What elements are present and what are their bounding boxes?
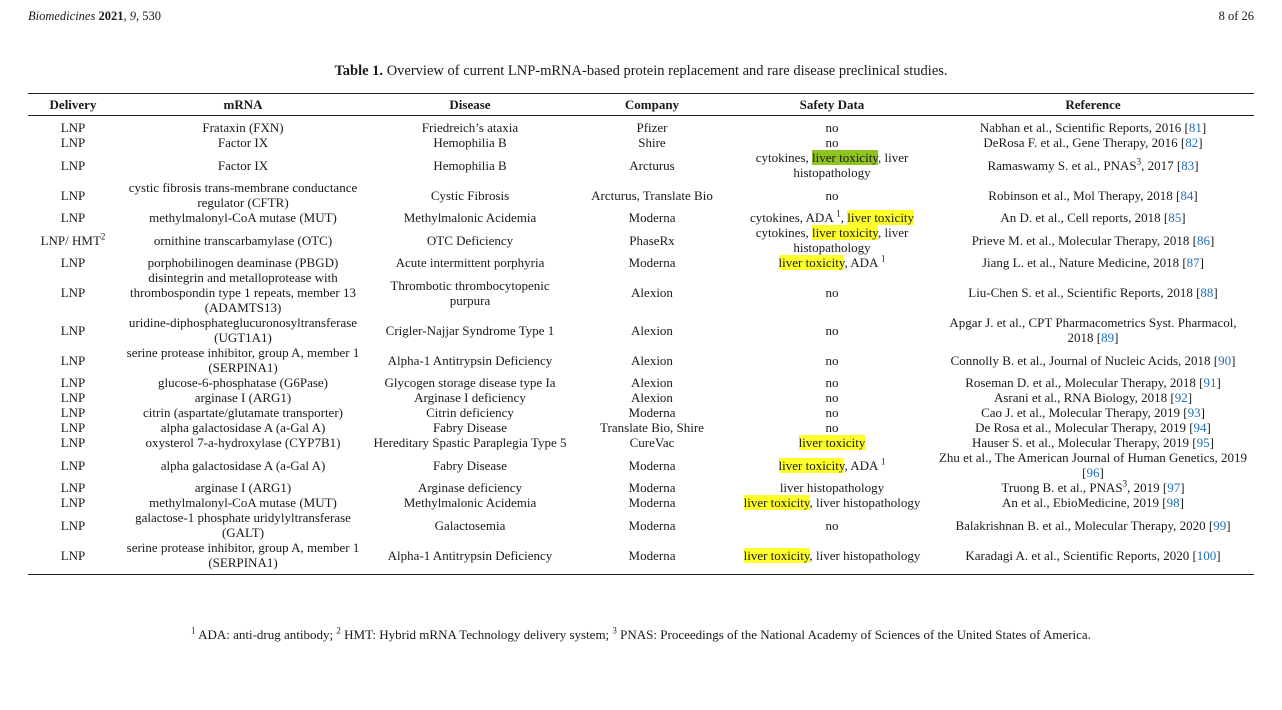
cell-delivery bbox=[28, 225, 118, 255]
cell-reference bbox=[932, 345, 1254, 375]
reference-text: Roseman D. et al., Molecular Therapy, 2018 [ bbox=[965, 375, 1204, 390]
table-header-row bbox=[28, 94, 1254, 116]
footnote-mark: 2 bbox=[336, 625, 341, 636]
reference-bracket: ] bbox=[1200, 405, 1205, 420]
reference-bracket: ] bbox=[1213, 285, 1218, 300]
safety-highlight: liver toxicity bbox=[812, 150, 878, 165]
safety-highlight: liver toxicity bbox=[743, 547, 810, 563]
table-row bbox=[28, 390, 1254, 405]
footnote-text: ADA: anti-drug antibody; bbox=[195, 627, 337, 642]
cell-reference bbox=[932, 315, 1254, 345]
cell-delivery bbox=[28, 435, 118, 450]
caption-label: Table 1. bbox=[334, 63, 384, 79]
safety-text: cytokines, bbox=[755, 150, 813, 165]
cell-disease: Alpha-1 Antitrypsin Deficiency bbox=[368, 540, 572, 575]
reference-text: Liu-Chen S. et al., Scientific Reports, 2018 [ bbox=[968, 285, 1201, 300]
cell-safety-data bbox=[732, 225, 932, 255]
journal-volume: 9 bbox=[129, 9, 136, 23]
cell-mrna: citrin (aspartate/glutamate transporter) bbox=[143, 405, 343, 420]
cell-mrna: Factor IX bbox=[217, 157, 269, 173]
cell-mrna: porphobilinogen deaminase (PBGD) bbox=[147, 255, 339, 270]
cell-mrna: glucose-6-phosphatase (G6Pase) bbox=[157, 375, 329, 390]
reference-link[interactable]: 97 bbox=[1167, 480, 1181, 495]
reference-text: An et al., EbioMedicine, 2019 [ bbox=[1002, 495, 1167, 510]
delivery-text: LNP bbox=[60, 352, 86, 368]
cell-company: Moderna bbox=[628, 405, 676, 420]
safety-footnote-mark: 1 bbox=[880, 456, 886, 467]
reference-link[interactable]: 85 bbox=[1168, 210, 1182, 225]
cell-reference bbox=[932, 270, 1254, 315]
delivery-text: LNP bbox=[60, 255, 86, 270]
cell-mrna: Factor IX bbox=[217, 135, 269, 150]
footnote-text: PNAS: Proceedings of the National Academy of Sciences of the United States of America. bbox=[616, 627, 1091, 642]
table-footnote bbox=[0, 627, 1282, 643]
cell-reference bbox=[932, 435, 1254, 450]
reference-text: Prieve M. et al., Molecular Therapy, 2018 [ bbox=[971, 232, 1197, 248]
safety-text: , liver histopathology bbox=[793, 150, 909, 180]
cell-disease: Galactosemia bbox=[434, 517, 506, 533]
delivery-text: LNP bbox=[60, 187, 86, 203]
table-row bbox=[28, 375, 1254, 390]
cell-company: Alexion bbox=[631, 352, 673, 368]
cell-reference bbox=[932, 225, 1254, 255]
journal-year: 2021 bbox=[98, 9, 124, 23]
cell-safety-data bbox=[732, 450, 932, 480]
cell-delivery bbox=[28, 450, 118, 480]
cell-safety-data bbox=[732, 420, 932, 435]
table-row bbox=[28, 150, 1254, 180]
cell-delivery bbox=[28, 135, 118, 150]
cell-disease: Arginase I deficiency bbox=[414, 390, 526, 405]
caption-text: Overview of current LNP-mRNA-based protein replacement and rare disease preclinical studies. bbox=[383, 63, 948, 79]
reference-bracket: ] bbox=[1209, 435, 1214, 450]
reference-link[interactable]: 92 bbox=[1174, 390, 1188, 405]
reference-text: Balakrishnan B. et al., Molecular Therapy, 2020 [ bbox=[955, 517, 1214, 533]
cell-mrna: uridine-diphosphateglucuronosyltransferase (UGT1A1) bbox=[128, 315, 358, 345]
cell-safety-data bbox=[732, 390, 932, 405]
cell-company: CureVac bbox=[629, 435, 675, 450]
journal-citation: Biomedicines 2021, 9, 530 bbox=[28, 9, 161, 23]
table-row bbox=[28, 420, 1254, 435]
cell-reference bbox=[932, 495, 1254, 510]
delivery-text: LNP bbox=[60, 420, 86, 435]
delivery-text: LNP bbox=[60, 405, 86, 420]
table-row bbox=[28, 210, 1254, 225]
delivery-text: LNP bbox=[60, 157, 86, 173]
reference-text: Karadagi A. et al., Scientific Reports, 2020 [ bbox=[965, 547, 1197, 563]
header-delivery: Delivery bbox=[28, 94, 118, 116]
cell-safety-data bbox=[732, 116, 932, 136]
cell-mrna: serine protease inhibitor, group A, member 1 (SERPINA1) bbox=[118, 540, 368, 575]
reference-bracket: ] bbox=[1193, 187, 1198, 203]
reference-link[interactable]: 89 bbox=[1101, 330, 1115, 345]
table-body bbox=[28, 116, 1254, 575]
table-row bbox=[28, 345, 1254, 375]
cell-mrna: arginase I (ARG1) bbox=[194, 480, 292, 495]
safety-text: , liver histopathology bbox=[809, 495, 921, 510]
reference-bracket: ] bbox=[1226, 517, 1231, 533]
cell-disease: Alpha-1 Antitrypsin Deficiency bbox=[387, 352, 553, 368]
cell-safety-data bbox=[732, 480, 932, 495]
studies-table bbox=[28, 93, 1254, 575]
safety-footnote-mark: 1 bbox=[836, 208, 841, 219]
cell-safety-data bbox=[732, 210, 932, 225]
cell-company: Arcturus bbox=[629, 157, 675, 173]
cell-delivery bbox=[28, 405, 118, 420]
reference-text: Truong B. et al., PNAS bbox=[1001, 480, 1123, 495]
cell-safety-data bbox=[732, 405, 932, 420]
cell-delivery bbox=[28, 180, 118, 210]
cell-disease: Fabry Disease bbox=[432, 457, 507, 473]
cell-reference bbox=[932, 480, 1254, 495]
cell-delivery bbox=[28, 270, 118, 315]
safety-text: no bbox=[825, 375, 839, 390]
cell-disease: Hemophilia B bbox=[433, 157, 507, 173]
safety-text: no bbox=[825, 352, 839, 368]
cell-mrna: disintegrin and metalloprotease with thrombospondin type 1 repeats, member 13 (ADAMTS13) bbox=[129, 270, 356, 315]
cell-company: Moderna bbox=[628, 457, 676, 473]
cell-disease: Fabry Disease bbox=[432, 420, 507, 435]
delivery-text: LNP/ HMT bbox=[40, 232, 101, 248]
reference-bracket: ] bbox=[1180, 480, 1185, 495]
reference-bracket: ] bbox=[1199, 255, 1205, 270]
table-row bbox=[28, 116, 1254, 136]
cell-mrna: Frataxin (FXN) bbox=[202, 120, 284, 135]
table-row bbox=[28, 270, 1254, 315]
reference-bracket: ] bbox=[1114, 330, 1119, 345]
cell-company: Moderna bbox=[628, 517, 676, 533]
reference-link[interactable]: 95 bbox=[1196, 435, 1210, 450]
delivery-text: LNP bbox=[60, 435, 86, 450]
reference-link[interactable]: 87 bbox=[1186, 255, 1200, 270]
header-company: Company bbox=[572, 94, 732, 116]
cell-reference bbox=[932, 210, 1254, 225]
cell-disease: Glycogen storage disease type Ia bbox=[384, 375, 556, 390]
reference-bracket: ] bbox=[1209, 232, 1215, 248]
cell-company: Alexion bbox=[631, 322, 673, 338]
reference-bracket: ] bbox=[1216, 547, 1221, 563]
reference-bracket: ] bbox=[1194, 157, 1199, 173]
cell-reference bbox=[932, 420, 1254, 435]
cell-mrna: cystic fibrosis trans-membrane conductance regulator (CFTR) bbox=[128, 180, 358, 210]
safety-highlight: liver toxicity bbox=[847, 210, 915, 225]
reference-text-end: , 2019 [ bbox=[1127, 480, 1168, 495]
header-safety-data: Safety Data bbox=[732, 94, 932, 116]
table-row bbox=[28, 435, 1254, 450]
cell-company: Moderna bbox=[628, 480, 676, 495]
cell-disease: Acute intermittent porphyria bbox=[395, 255, 545, 270]
safety-text: no bbox=[825, 120, 839, 135]
reference-text: DeRosa F. et al., Gene Therapy, 2016 [ bbox=[983, 135, 1186, 150]
cell-disease: Cystic Fibrosis bbox=[430, 187, 510, 203]
footnote-mark: 1 bbox=[191, 625, 196, 636]
delivery-text: LNP bbox=[60, 135, 86, 150]
cell-reference bbox=[932, 450, 1254, 480]
cell-safety-data bbox=[732, 540, 932, 575]
cell-company: Shire bbox=[638, 135, 666, 150]
cell-delivery bbox=[28, 540, 118, 575]
cell-mrna: methylmalonyl-CoA mutase (MUT) bbox=[149, 495, 337, 510]
cell-company: Moderna bbox=[628, 255, 676, 270]
reference-link[interactable]: 96 bbox=[1086, 465, 1100, 480]
cell-company: Alexion bbox=[631, 285, 673, 300]
cell-disease: Methylmalonic Acidemia bbox=[403, 210, 537, 225]
delivery-text: LNP bbox=[60, 322, 86, 338]
cell-delivery bbox=[28, 390, 118, 405]
header-disease: Disease bbox=[368, 94, 572, 116]
reference-link[interactable]: 84 bbox=[1180, 187, 1194, 203]
cell-disease: Arginase deficiency bbox=[417, 480, 523, 495]
safety-text: no bbox=[825, 285, 839, 300]
delivery-text: LNP bbox=[60, 457, 86, 473]
reference-bracket: ] bbox=[1198, 135, 1203, 150]
reference-link[interactable]: 81 bbox=[1188, 120, 1202, 135]
reference-link[interactable]: 100 bbox=[1196, 547, 1217, 563]
safety-highlight: liver toxicity bbox=[798, 435, 866, 450]
safety-text: no bbox=[825, 187, 839, 203]
delivery-text: LNP bbox=[60, 547, 86, 563]
safety-footnote-mark: 1 bbox=[880, 253, 886, 264]
reference-bracket: ] bbox=[1201, 120, 1207, 135]
reference-text: Apgar J. et al., CPT Pharmacometrics Syst. Pharmacol, 2018 [ bbox=[949, 315, 1237, 345]
cell-disease: Methylmalonic Acidemia bbox=[403, 495, 537, 510]
cell-mrna: galactose-1 phosphate uridylyltransferase (GALT) bbox=[135, 510, 351, 540]
journal-name: Biomedicines bbox=[28, 9, 96, 23]
reference-link[interactable]: 91 bbox=[1203, 375, 1217, 390]
cell-delivery bbox=[28, 150, 118, 180]
table-row bbox=[28, 540, 1254, 575]
table-row bbox=[28, 255, 1254, 270]
cell-safety-data bbox=[732, 435, 932, 450]
cell-mrna: alpha galactosidase A (a-Gal A) bbox=[160, 420, 326, 435]
cell-safety-data bbox=[732, 510, 932, 540]
footnote-text: HMT: Hybrid mRNA Technology delivery system; bbox=[340, 627, 613, 642]
cell-company: Arcturus, Translate Bio bbox=[591, 187, 713, 203]
delivery-text: LNP bbox=[60, 210, 86, 225]
cell-company: Alexion bbox=[631, 375, 673, 390]
reference-bracket: ] bbox=[1179, 495, 1184, 510]
reference-text-end: , 2017 [ bbox=[1141, 157, 1182, 173]
reference-link[interactable]: 93 bbox=[1187, 405, 1201, 420]
reference-text: Jiang L. et al., Nature Medicine, 2018 [ bbox=[981, 255, 1187, 270]
reference-bracket: ] bbox=[1216, 375, 1221, 390]
reference-link[interactable]: 86 bbox=[1196, 232, 1210, 248]
reference-text: An D. et al., Cell reports, 2018 [ bbox=[1000, 210, 1169, 225]
cell-reference bbox=[932, 255, 1254, 270]
running-head bbox=[28, 9, 1254, 24]
cell-mrna: oxysterol 7-a-hydroxylase (CYP7B1) bbox=[145, 435, 341, 450]
safety-highlight: liver toxicity bbox=[743, 495, 810, 510]
safety-text: , liver histopathology bbox=[793, 225, 909, 255]
reference-link[interactable]: 83 bbox=[1181, 157, 1195, 173]
cell-delivery bbox=[28, 510, 118, 540]
reference-text: Zhu et al., The American Journal of Human Genetics, 2019 [ bbox=[938, 450, 1248, 480]
cell-safety-data bbox=[732, 315, 932, 345]
safety-text: no bbox=[825, 390, 839, 405]
cell-delivery bbox=[28, 480, 118, 495]
reference-footnote-mark: 3 bbox=[1136, 156, 1142, 167]
delivery-text: LNP bbox=[60, 390, 86, 405]
reference-link[interactable]: 90 bbox=[1218, 352, 1232, 368]
reference-text: Connolly B. et al., Journal of Nucleic Acids, 2018 [ bbox=[950, 352, 1219, 368]
cell-reference bbox=[932, 135, 1254, 150]
cell-mrna: ornithine transcarbamylase (OTC) bbox=[153, 232, 333, 248]
safety-text: cytokines, ADA bbox=[749, 210, 837, 225]
delivery-text: LNP bbox=[60, 120, 86, 135]
cell-mrna: arginase I (ARG1) bbox=[194, 390, 292, 405]
cell-company: Moderna bbox=[572, 540, 732, 575]
reference-link[interactable]: 88 bbox=[1200, 285, 1214, 300]
reference-text: Ramaswamy S. et al., PNAS bbox=[987, 157, 1137, 173]
cell-disease: Hereditary Spastic Paraplegia Type 5 bbox=[373, 435, 567, 450]
cell-delivery bbox=[28, 315, 118, 345]
reference-bracket: ] bbox=[1206, 420, 1211, 435]
safety-text: , bbox=[840, 210, 848, 225]
reference-bracket: ] bbox=[1099, 465, 1104, 480]
cell-delivery bbox=[28, 255, 118, 270]
table-row bbox=[28, 135, 1254, 150]
table-row bbox=[28, 225, 1254, 255]
safety-highlight: liver toxicity bbox=[778, 255, 845, 270]
table-row bbox=[28, 510, 1254, 540]
cell-delivery bbox=[28, 375, 118, 390]
safety-text: , ADA bbox=[844, 457, 881, 473]
table-row bbox=[28, 405, 1254, 420]
footnote-mark: 3 bbox=[612, 625, 617, 636]
cell-company: Moderna bbox=[628, 495, 676, 510]
header-mrna: mRNA bbox=[118, 94, 368, 116]
cell-disease: Hemophilia B bbox=[433, 135, 507, 150]
delivery-text: LNP bbox=[60, 495, 86, 510]
reference-text: Robinson et al., Mol Therapy, 2018 [ bbox=[988, 187, 1181, 203]
reference-link[interactable]: 82 bbox=[1185, 135, 1199, 150]
cell-disease: Thrombotic thrombocytopenic purpura bbox=[390, 277, 550, 308]
delivery-text: LNP bbox=[60, 480, 86, 495]
safety-highlight: liver toxicity bbox=[812, 225, 878, 240]
safety-highlight: liver toxicity bbox=[778, 457, 845, 473]
cell-disease: OTC Deficiency bbox=[426, 232, 514, 248]
cell-mrna: serine protease inhibitor, group A, member 1 (SERPINA1) bbox=[126, 345, 360, 375]
reference-link[interactable]: 99 bbox=[1213, 517, 1227, 533]
delivery-text: LNP bbox=[60, 375, 86, 390]
cell-safety-data bbox=[732, 150, 932, 180]
cell-disease: Citrin deficiency bbox=[426, 405, 514, 420]
cell-reference bbox=[932, 150, 1254, 180]
cell-disease: Friedreich’s ataxia bbox=[421, 120, 519, 135]
cell-safety-data bbox=[732, 180, 932, 210]
cell-delivery bbox=[28, 420, 118, 435]
safety-text: no bbox=[825, 405, 839, 420]
cell-delivery bbox=[28, 345, 118, 375]
table-caption bbox=[0, 63, 1282, 80]
cell-safety-data bbox=[732, 255, 932, 270]
cell-company: PhaseRx bbox=[629, 232, 675, 248]
delivery-text: LNP bbox=[60, 285, 86, 300]
reference-link[interactable]: 94 bbox=[1193, 420, 1207, 435]
safety-text: no bbox=[825, 135, 839, 150]
cell-safety-data bbox=[732, 135, 932, 150]
safety-text: cytokines, bbox=[755, 225, 813, 240]
article-number: , 530 bbox=[135, 9, 161, 23]
header-reference: Reference bbox=[932, 94, 1254, 116]
cell-reference bbox=[932, 390, 1254, 405]
cell-safety-data bbox=[732, 495, 932, 510]
cell-reference bbox=[932, 116, 1254, 136]
table-row bbox=[28, 315, 1254, 345]
cell-reference bbox=[932, 180, 1254, 210]
safety-text: , ADA bbox=[844, 255, 881, 270]
cell-reference bbox=[932, 510, 1254, 540]
cell-disease: Crigler-Najjar Syndrome Type 1 bbox=[385, 322, 555, 338]
reference-bracket: ] bbox=[1181, 210, 1186, 225]
page-number: 8 of 26 bbox=[1218, 9, 1254, 23]
table-row bbox=[28, 495, 1254, 510]
safety-text: no bbox=[825, 517, 839, 533]
cell-delivery bbox=[28, 210, 118, 225]
cell-safety-data bbox=[732, 270, 932, 315]
cell-mrna: alpha galactosidase A (a-Gal A) bbox=[160, 457, 326, 473]
cell-mrna: methylmalonyl-CoA mutase (MUT) bbox=[149, 210, 337, 225]
reference-footnote-mark: 3 bbox=[1122, 478, 1128, 489]
cell-safety-data bbox=[732, 375, 932, 390]
delivery-footnote-mark: 2 bbox=[100, 231, 106, 242]
cell-safety-data bbox=[732, 345, 932, 375]
cell-company: Translate Bio, Shire bbox=[600, 420, 704, 435]
safety-text: liver histopathology bbox=[779, 480, 885, 495]
reference-text: Nabhan et al., Scientific Reports, 2016 [ bbox=[979, 120, 1189, 135]
cell-company: Moderna bbox=[628, 210, 676, 225]
delivery-text: LNP bbox=[60, 517, 86, 533]
cell-reference bbox=[932, 405, 1254, 420]
reference-text: Asrani et al., RNA Biology, 2018 [ bbox=[993, 390, 1175, 405]
safety-text: no bbox=[825, 420, 839, 435]
cell-delivery bbox=[28, 495, 118, 510]
safety-text: no bbox=[825, 322, 839, 338]
reference-link[interactable]: 98 bbox=[1166, 495, 1180, 510]
cell-reference bbox=[932, 540, 1254, 575]
reference-bracket: ] bbox=[1187, 390, 1193, 405]
table-row bbox=[28, 180, 1254, 210]
cell-reference bbox=[932, 375, 1254, 390]
cell-company: Pfizer bbox=[636, 120, 668, 135]
reference-bracket: ] bbox=[1231, 352, 1236, 368]
cell-company: Alexion bbox=[631, 390, 673, 405]
table-row bbox=[28, 480, 1254, 495]
cell-delivery bbox=[28, 116, 118, 136]
reference-text: Cao J. et al., Molecular Therapy, 2019 [ bbox=[981, 405, 1188, 420]
table-row bbox=[28, 450, 1254, 480]
reference-text: De Rosa et al., Molecular Therapy, 2019 [ bbox=[975, 420, 1194, 435]
reference-text: Hauser S. et al., Molecular Therapy, 2019 [ bbox=[972, 435, 1197, 450]
safety-text: , liver histopathology bbox=[809, 547, 921, 563]
